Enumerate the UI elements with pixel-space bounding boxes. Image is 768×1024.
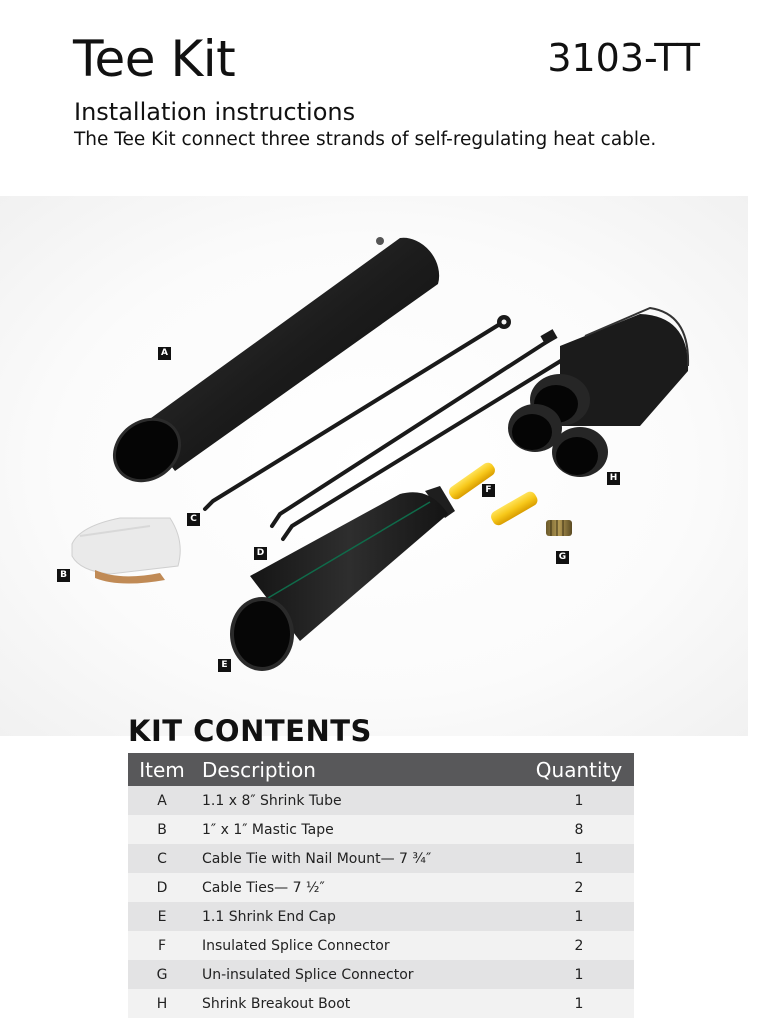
row-item: A bbox=[128, 786, 196, 815]
row-quantity: 1 bbox=[524, 844, 634, 873]
column-header-quantity: Quantity bbox=[524, 753, 634, 786]
row-quantity: 1 bbox=[524, 786, 634, 815]
end-cap-e bbox=[230, 486, 455, 671]
row-quantity: 1 bbox=[524, 989, 634, 1018]
row-quantity: 8 bbox=[524, 815, 634, 844]
page-subtitle: Installation instructions bbox=[74, 98, 356, 126]
kit-contents-heading: KIT CONTENTS bbox=[128, 714, 372, 748]
mastic-tape-b bbox=[72, 518, 180, 584]
label-c: C bbox=[187, 513, 200, 526]
row-description: 1″ x 1″ Mastic Tape bbox=[196, 815, 524, 844]
page-title: Tee Kit bbox=[73, 30, 236, 88]
row-quantity: 2 bbox=[524, 873, 634, 902]
table-row bbox=[128, 989, 634, 1018]
shrink-tube-a bbox=[100, 237, 439, 495]
row-description: 1.1 x 8″ Shrink Tube bbox=[196, 786, 524, 815]
row-quantity: 1 bbox=[524, 960, 634, 989]
intro-text: The Tee Kit connect three strands of self-regulating heat cable. bbox=[74, 129, 657, 150]
label-e: E bbox=[218, 659, 231, 672]
table-row bbox=[128, 844, 634, 873]
table-row bbox=[128, 786, 634, 815]
table-header-row bbox=[128, 753, 634, 786]
row-item: G bbox=[128, 960, 196, 989]
row-description: Insulated Splice Connector bbox=[196, 931, 524, 960]
row-description: Un-insulated Splice Connector bbox=[196, 960, 524, 989]
table-row bbox=[128, 960, 634, 989]
row-description: Cable Ties— 7 ½″ bbox=[196, 873, 524, 902]
kit-photo-illustration bbox=[0, 196, 748, 736]
kit-contents-table bbox=[128, 753, 634, 1018]
row-quantity: 1 bbox=[524, 902, 634, 931]
row-item: D bbox=[128, 873, 196, 902]
label-d: D bbox=[254, 547, 267, 560]
label-g: G bbox=[556, 551, 569, 564]
row-description: Shrink Breakout Boot bbox=[196, 989, 524, 1018]
table-row bbox=[128, 902, 634, 931]
row-item: B bbox=[128, 815, 196, 844]
table-row bbox=[128, 815, 634, 844]
uninsulated-connector-g bbox=[546, 520, 572, 536]
breakout-boot-h bbox=[508, 308, 688, 477]
label-a: A bbox=[158, 347, 171, 360]
table-row bbox=[128, 873, 634, 902]
row-item: F bbox=[128, 931, 196, 960]
label-h: H bbox=[607, 472, 620, 485]
table-row bbox=[128, 931, 634, 960]
column-header-item: Item bbox=[128, 753, 196, 786]
row-quantity: 2 bbox=[524, 931, 634, 960]
product-code: 3103-TT bbox=[547, 36, 700, 80]
row-description: 1.1 Shrink End Cap bbox=[196, 902, 524, 931]
kit-photo bbox=[0, 196, 748, 736]
row-item: H bbox=[128, 989, 196, 1018]
row-description: Cable Tie with Nail Mount— 7 ¾″ bbox=[196, 844, 524, 873]
label-b: B bbox=[57, 569, 70, 582]
row-item: C bbox=[128, 844, 196, 873]
label-f: F bbox=[482, 484, 495, 497]
column-header-description: Description bbox=[196, 753, 524, 786]
row-item: E bbox=[128, 902, 196, 931]
